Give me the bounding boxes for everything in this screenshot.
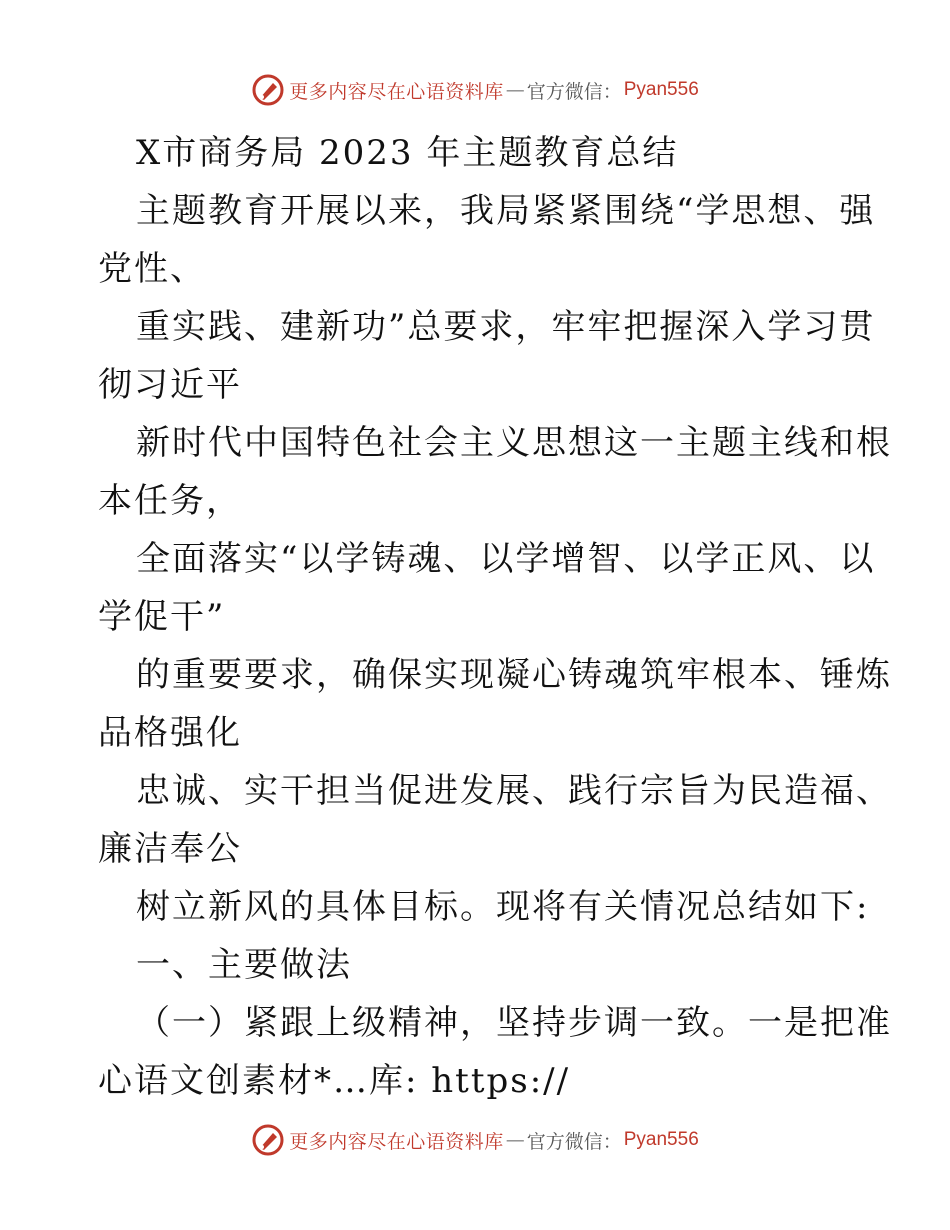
banner-wechat-id: Pyan556 [623, 1129, 699, 1150]
text-line: 树立新风的具体目标。现将有关情况总结如下: [136, 887, 870, 927]
text-line: 本任务， [98, 481, 242, 521]
banner-main-text: 更多内容尽在心语资料库 [289, 80, 504, 103]
banner-official-label: 官方微信： [526, 80, 622, 103]
text-line: 党性、 [98, 249, 206, 289]
document-body [98, 124, 892, 1110]
text-line: 学促干” [98, 597, 226, 637]
text-line: （一）紧跟上级精神，坚持步调一致。一是把准 [136, 1003, 892, 1043]
banner-wechat-id: Pyan556 [623, 79, 699, 100]
text-line: 廉洁奉公 [98, 829, 242, 869]
text-line: 新时代中国特色社会主义思想这一主题主线和根 [136, 423, 892, 463]
text-line: 忠诚、实干担当促进发展、践行宗旨为民造福、 [136, 771, 892, 811]
banner-main-text: 更多内容尽在心语资料库 [289, 1130, 504, 1153]
text-line: 全面落实“以学铸魂、以学增智、以学正风、以 [136, 539, 876, 579]
banner-official-label: 官方微信： [526, 1130, 622, 1153]
pen-logo-icon [251, 73, 285, 107]
document-title: X市商务局 2023 年主题教育总结 [136, 133, 679, 173]
text-line: 重实践、建新功”总要求，牢牢把握深入学习贯 [136, 307, 876, 347]
header-watermark-banner [0, 70, 950, 110]
text-line: 彻习近平 [98, 365, 242, 405]
section-heading: 一、主要做法 [136, 945, 352, 985]
banner-separator: — [505, 1129, 525, 1151]
text-line: 的重要要求，确保实现凝心铸魂筑牢根本、锤炼 [136, 655, 892, 695]
pen-logo-icon [251, 1123, 285, 1157]
text-line: 主题教育开展以来，我局紧紧围绕“学思想、强 [136, 191, 876, 231]
text-line: 品格强化 [98, 713, 242, 753]
banner-separator: — [505, 79, 525, 101]
text-line: 心语文创素材*…库: https:// [98, 1061, 571, 1101]
footer-watermark-banner [0, 1120, 950, 1160]
